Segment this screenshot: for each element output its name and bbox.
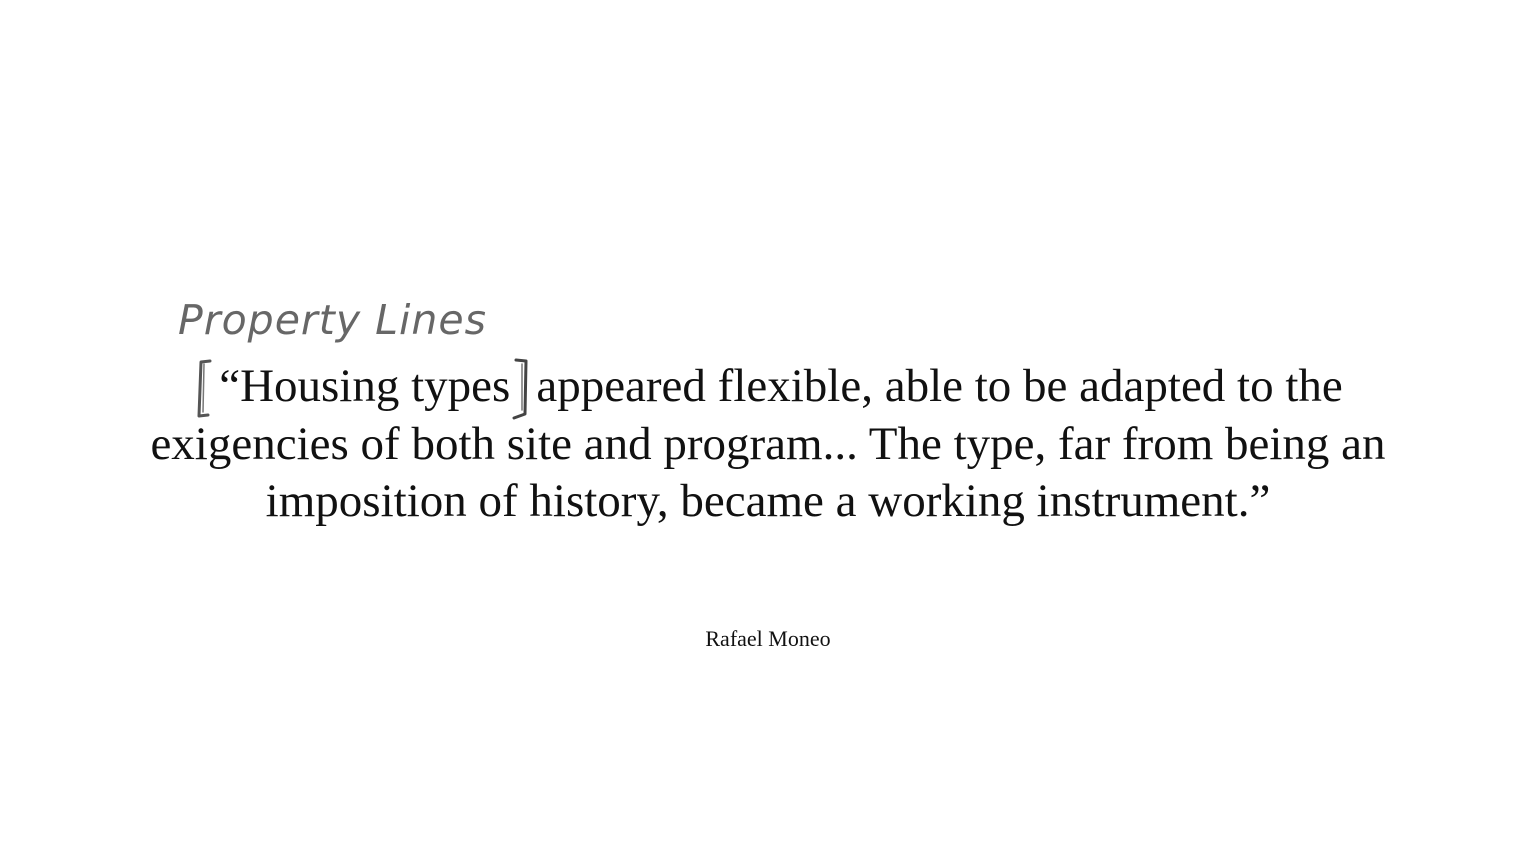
left-bracket-mark [193,358,219,413]
quote-line-3: imposition of history, became a working instrument.” [265,475,1271,527]
quote-line-1-rest: appeared flexible, able to be adapted to the [536,360,1343,412]
left-bracket-mark-svg [193,358,219,420]
quote-attribution: Rafael Moneo [705,626,831,651]
handwritten-annotation-text: Property Lines [178,296,487,344]
quote-highlighted-phrase: “Housing types [219,360,511,412]
quote-line-2: exigencies of both site and program... The type, far from being an [150,417,1386,470]
right-bracket-mark [510,358,536,413]
right-bracket-mark-svg [510,358,536,420]
quote-line-1 [0,358,1536,416]
handwritten-annotation-svg [178,292,558,362]
quote [0,358,1536,531]
handwritten-annotation [178,292,558,362]
